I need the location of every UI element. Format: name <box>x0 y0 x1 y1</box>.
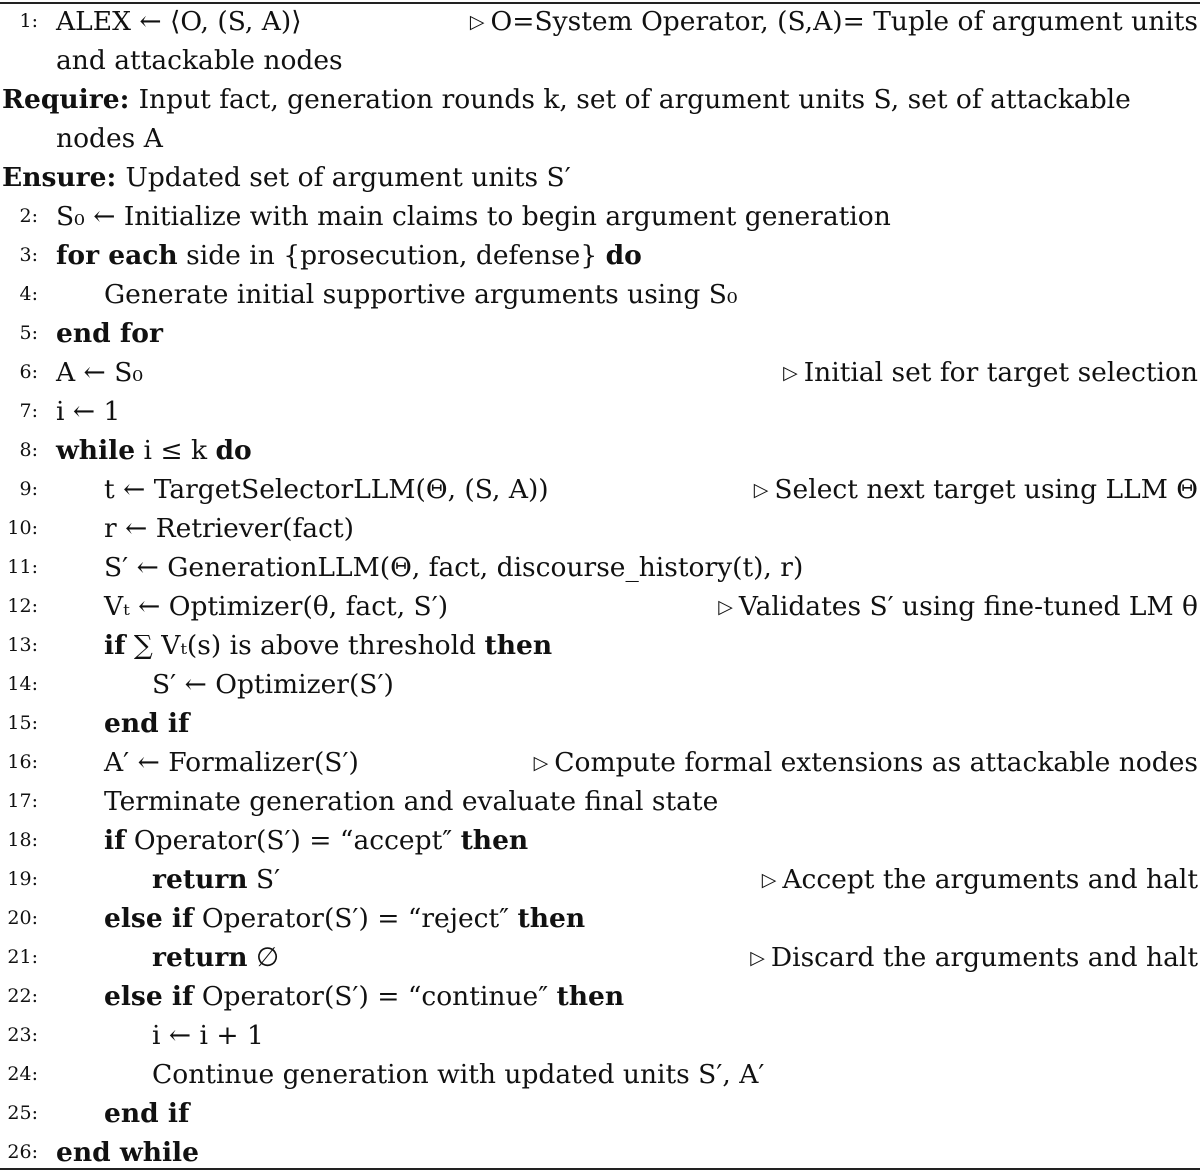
algo-line <box>0 899 1200 938</box>
line-comment: ▷ Validates S′ using fine-tuned LM θ <box>718 591 1198 622</box>
line-number: 18: <box>7 829 38 851</box>
line-comment: ▷ Select next target using LLM Θ <box>753 474 1198 505</box>
algo-line <box>0 860 1200 899</box>
comment-triangle-icon: ▷ <box>533 752 549 774</box>
block-label: Ensure: <box>2 162 126 193</box>
line-code: Terminate generation and evaluate final state <box>104 786 719 817</box>
line-code: A ← S₀ <box>56 357 143 388</box>
comment-triangle-icon: ▷ <box>783 362 798 384</box>
comment-triangle-icon: ▷ <box>761 869 777 891</box>
line-code: else if Operator(S′) = “reject″ then <box>104 903 586 934</box>
algo-line <box>0 80 1200 119</box>
line-number: 20: <box>7 907 38 929</box>
line-code: end if <box>104 708 190 739</box>
line-number: 23: <box>7 1024 38 1046</box>
line-number: 2: <box>19 205 38 227</box>
line-code: and attackable nodes <box>56 45 343 76</box>
algo-line <box>0 392 1200 431</box>
line-number: 7: <box>19 400 38 422</box>
line-number: 14: <box>7 673 38 695</box>
line-number: 15: <box>7 712 38 734</box>
line-code: end if <box>104 1098 190 1129</box>
line-code: r ← Retriever(fact) <box>104 513 354 544</box>
algo-line <box>0 704 1200 743</box>
line-number: 1: <box>19 10 38 32</box>
algo-line <box>0 119 1200 158</box>
line-number: 6: <box>19 361 38 383</box>
line-code: ALEX ← ⟨O, (S, A)⟩ <box>56 6 302 37</box>
algo-line <box>0 782 1200 821</box>
line-number: 19: <box>7 868 38 890</box>
line-code: end for <box>56 318 163 349</box>
line-code: S′ ← GenerationLLM(Θ, fact, discourse_history(t), r) <box>104 552 804 583</box>
line-comment: ▷ O=System Operator, (S,A)= Tuple of argument units <box>469 6 1198 37</box>
algo-line <box>0 1055 1200 1094</box>
algo-line <box>0 587 1200 626</box>
algo-line <box>0 938 1200 977</box>
comment-triangle-icon: ▷ <box>469 11 485 33</box>
block-label: Require: <box>2 84 139 115</box>
algo-line <box>0 236 1200 275</box>
line-code: t ← TargetSelectorLLM(Θ, (S, A)) <box>104 474 549 505</box>
algo-line <box>0 1016 1200 1055</box>
algo-line <box>0 41 1200 80</box>
comment-triangle-icon: ▷ <box>718 596 733 618</box>
algo-line <box>0 626 1200 665</box>
algo-line <box>0 977 1200 1016</box>
line-code: i ← i + 1 <box>152 1020 264 1051</box>
line-code: if ∑ Vₜ(s) is above threshold then <box>104 630 553 661</box>
line-number: 10: <box>7 517 38 539</box>
line-number: 12: <box>7 595 38 617</box>
line-code: for each side in {prosecution, defense} do <box>56 240 642 271</box>
algo-line <box>0 275 1200 314</box>
line-code: Generate initial supportive arguments using S₀ <box>104 279 738 310</box>
algo-line <box>0 158 1200 197</box>
line-number: 4: <box>19 283 38 305</box>
comment-triangle-icon: ▷ <box>753 479 769 501</box>
algo-line <box>0 353 1200 392</box>
line-number: 25: <box>7 1102 38 1124</box>
line-code: A′ ← Formalizer(S′) <box>104 747 359 778</box>
algo-line <box>0 2 1200 41</box>
line-code: Vₜ ← Optimizer(θ, fact, S′) <box>104 591 449 622</box>
line-number: 22: <box>7 985 38 1007</box>
algo-line <box>0 665 1200 704</box>
algo-line <box>0 509 1200 548</box>
line-number: 13: <box>7 634 38 656</box>
line-code: S₀ ← Initialize with main claims to begin argument generation <box>56 201 891 232</box>
line-comment: ▷ Compute formal extensions as attackable nodes <box>533 747 1198 778</box>
algo-line <box>0 197 1200 236</box>
algo-line <box>0 821 1200 860</box>
algo-line <box>0 548 1200 587</box>
line-code: S′ ← Optimizer(S′) <box>152 669 394 700</box>
line-number: 5: <box>19 322 38 344</box>
comment-triangle-icon: ▷ <box>750 947 765 969</box>
line-code: else if Operator(S′) = “continue″ then <box>104 981 625 1012</box>
line-comment: ▷ Initial set for target selection <box>783 357 1198 388</box>
line-number: 3: <box>19 244 38 266</box>
line-code: nodes A <box>56 123 163 154</box>
line-code: return S′ <box>152 864 281 895</box>
line-code: Ensure: Updated set of argument units S′ <box>2 162 571 193</box>
algo-line <box>0 431 1200 470</box>
algo-line <box>0 743 1200 782</box>
algo-line <box>0 1133 1200 1172</box>
line-comment: ▷ Accept the arguments and halt <box>761 864 1198 895</box>
algo-line <box>0 314 1200 353</box>
algo-line <box>0 1094 1200 1133</box>
line-number: 16: <box>7 751 38 773</box>
line-number: 17: <box>7 790 38 812</box>
line-comment: ▷ Discard the arguments and halt <box>750 942 1198 973</box>
bottom-rule <box>0 1168 1200 1170</box>
line-code: end while <box>56 1137 199 1168</box>
line-code: return ∅ <box>152 942 280 973</box>
line-number: 11: <box>7 556 38 578</box>
line-code: if Operator(S′) = “accept″ then <box>104 825 529 856</box>
line-number: 8: <box>19 439 38 461</box>
line-code: i ← 1 <box>56 396 121 427</box>
line-number: 24: <box>7 1063 38 1085</box>
line-number: 26: <box>7 1141 38 1163</box>
line-number: 9: <box>19 478 38 500</box>
line-code: Continue generation with updated units S′, A′ <box>152 1059 765 1090</box>
line-code: while i ≤ k do <box>56 435 252 466</box>
line-number: 21: <box>7 946 38 968</box>
line-code: Require: Input fact, generation rounds k, set of argument units S, set of attackable <box>2 84 1131 115</box>
algo-line <box>0 470 1200 509</box>
